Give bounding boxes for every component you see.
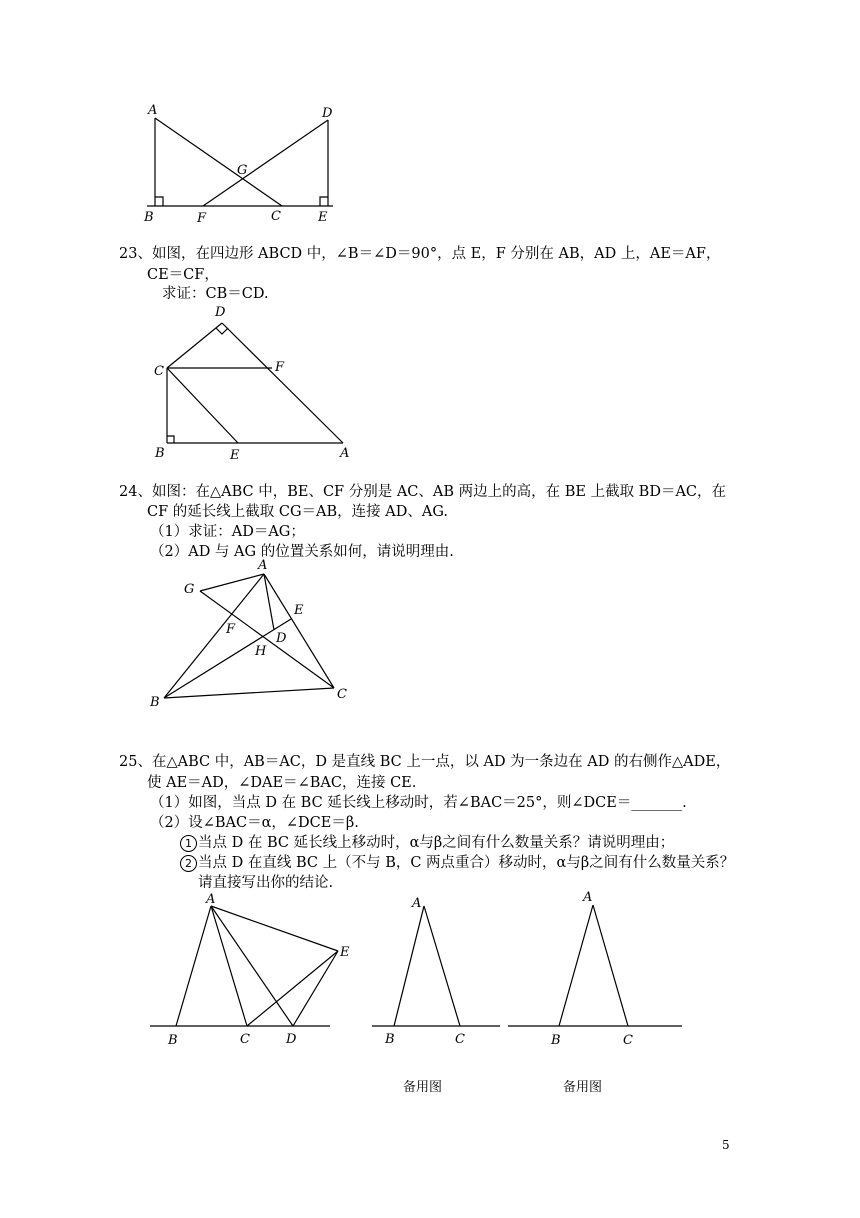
label-f: F bbox=[197, 211, 207, 226]
label-b: B bbox=[385, 1032, 395, 1047]
q25-line6: 当点 D 在直线 BC 上（不与 B，C 两点重合）移动时，α与β之间有什么数量关系？ bbox=[198, 855, 735, 871]
q25-line1: 25、在△ABC 中，AB＝AC，D 是直线 BC 上一点，以 AD 为一条边在 AD 的右侧作△ADE， bbox=[119, 754, 731, 770]
label-d: D bbox=[286, 1032, 297, 1047]
label-c: C bbox=[240, 1032, 250, 1047]
label-a: A bbox=[148, 103, 158, 118]
label-e: E bbox=[230, 448, 240, 463]
label-b: B bbox=[168, 1033, 178, 1048]
label-c: C bbox=[455, 1032, 465, 1047]
q24-line1: 24、如图：在△ABC 中，BE、CF 分别是 AC、AB 两边上的高，在 BE 上截取 BD＝AC，在 bbox=[119, 484, 727, 500]
q25-line7: 请直接写出你的结论. bbox=[198, 875, 334, 891]
label-e: E bbox=[318, 210, 328, 225]
page-number: 5 bbox=[722, 1138, 730, 1152]
label-a: A bbox=[206, 892, 216, 907]
label-d: D bbox=[322, 106, 333, 121]
label-d: D bbox=[215, 305, 226, 320]
circled-number-1: 1 bbox=[180, 835, 197, 852]
caption-spare1: 备用图 bbox=[403, 1080, 443, 1095]
q25-line5: 当点 D 在 BC 延长线上移动时，α与β之间有什么数量关系？请说明理由； bbox=[198, 835, 675, 851]
label-b: B bbox=[551, 1033, 561, 1048]
label-c: C bbox=[337, 687, 347, 702]
q23-line3: 求证：CB＝CD. bbox=[162, 286, 269, 302]
caption-spare2: 备用图 bbox=[563, 1080, 603, 1095]
q23-line1: 23、如图，在四边形 ABCD 中，∠B＝∠D＝90°，点 E，F 分别在 AB，AD 上，AE＝AF， bbox=[119, 246, 721, 262]
label-f: F bbox=[226, 622, 236, 637]
q24-line3: （1）求证：AD＝AG； bbox=[150, 524, 305, 540]
q24-line4: （2）AD 与 AG 的位置关系如何，请说明理由. bbox=[150, 544, 454, 560]
label-g: G bbox=[184, 582, 195, 597]
label-b: B bbox=[150, 695, 160, 710]
circled-number-2: 2 bbox=[180, 855, 197, 872]
label-f: F bbox=[275, 360, 285, 375]
label-b: B bbox=[155, 446, 165, 461]
label-a: A bbox=[583, 890, 593, 905]
label-d: D bbox=[276, 631, 287, 646]
label-a: A bbox=[412, 896, 422, 911]
label-b: B bbox=[144, 210, 154, 225]
label-a: A bbox=[258, 558, 268, 573]
label-c: C bbox=[154, 364, 164, 379]
label-h: H bbox=[255, 644, 267, 659]
q23-line2: CE＝CF， bbox=[147, 267, 219, 283]
q25-line2: 使 AE＝AD，∠DAE＝∠BAC，连接 CE. bbox=[147, 775, 417, 791]
label-e: E bbox=[340, 945, 350, 960]
label-e: E bbox=[294, 603, 304, 618]
q25-line3: （1）如图，当点 D 在 BC 延长线上移动时，若∠BAC＝25°，则∠DCE＝_______. bbox=[150, 795, 687, 811]
label-g: G bbox=[237, 163, 248, 178]
q25-line4: （2）设∠BAC＝α，∠DCE＝β. bbox=[150, 815, 359, 831]
label-c: C bbox=[271, 209, 281, 224]
label-a: A bbox=[340, 446, 350, 461]
label-c: C bbox=[623, 1033, 633, 1048]
q24-line2: CF 的延长线上截取 CG＝AB，连接 AD、AG. bbox=[147, 504, 449, 520]
